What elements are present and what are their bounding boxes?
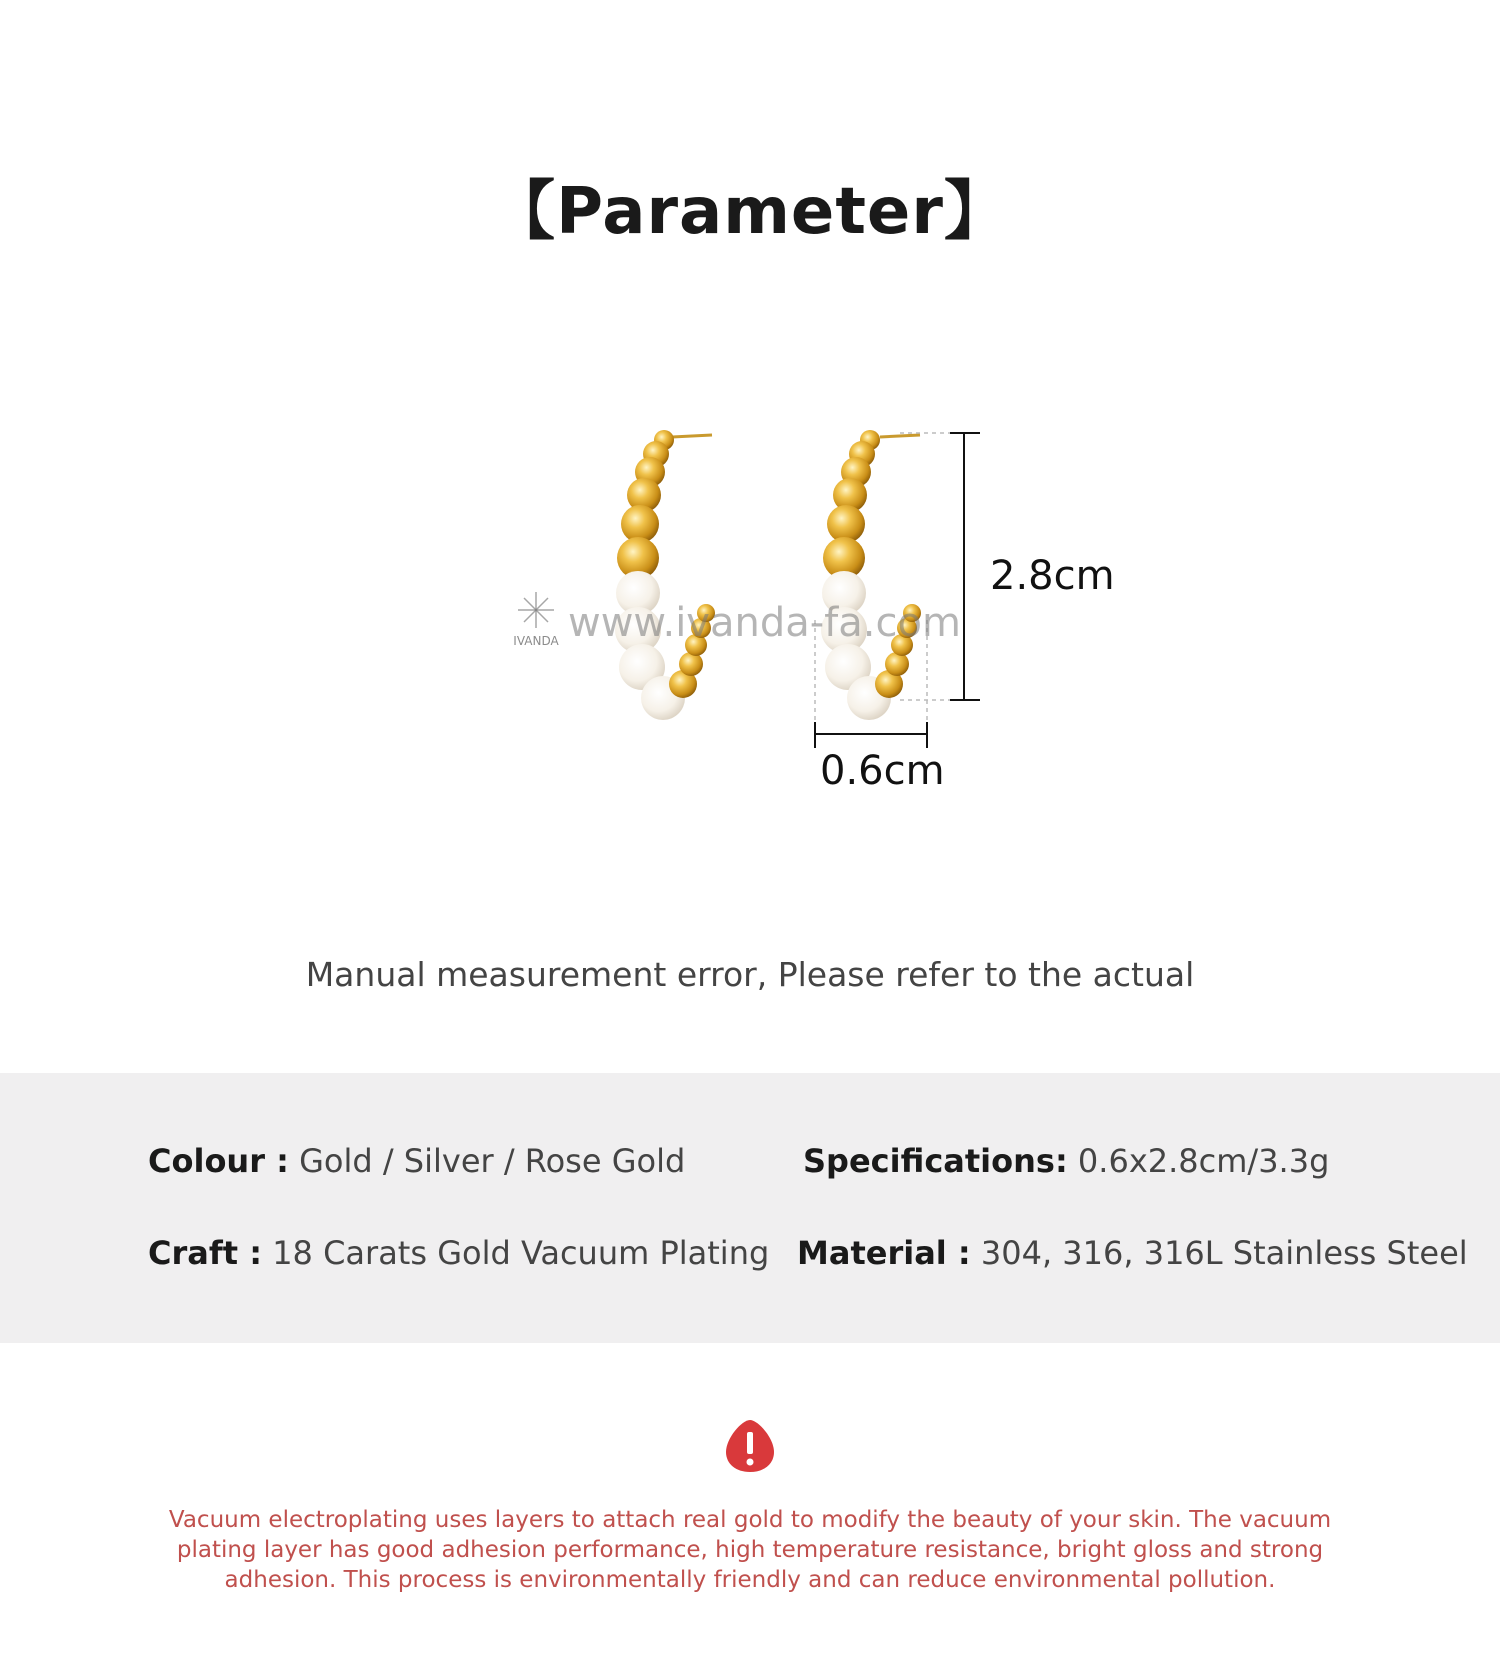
spec-material-value: 304, 316, 316L Stainless Steel [980,1234,1468,1272]
spec-panel [0,1073,1500,1343]
spec-craft-key: Craft : [148,1234,263,1272]
spec-specifications-value: 0.6x2.8cm/3.3g [1077,1142,1330,1180]
width-label: 0.6cm [820,748,945,794]
spec-specifications-key: Specifications: [803,1142,1068,1180]
spec-material [797,1234,1468,1272]
earring-illustration [0,0,1500,820]
measure-height [950,433,980,700]
page-title: 【Parameter】 [491,175,1009,249]
spec-colour-key: Colour : [148,1142,289,1180]
brand-logo-text: IVANDA [513,634,559,648]
spec-colour [148,1142,685,1180]
watermark-url: www.ivanda-fa.com [568,600,961,646]
earring-left [615,430,715,720]
height-label: 2.8cm [990,553,1115,599]
warning-text: Vacuum electroplating uses layers to attach real gold to modify the beauty of your skin. The vacuum plating layer has good adhesion performance, high temperature resistance, bright gloss and strong adhesion. This process is environmentally friendly and can reduce environmental pollution. [168,1507,1332,1593]
spec-material-key: Material : [797,1234,971,1272]
spec-craft [148,1234,769,1272]
earring-right [821,430,921,720]
measure-width [815,722,927,748]
warning-icon [724,1418,776,1474]
brand-logo [506,590,566,650]
spec-craft-value: 18 Carats Gold Vacuum Plating [272,1234,770,1272]
spec-colour-value: Gold / Silver / Rose Gold [299,1142,686,1180]
measurement-note: Manual measurement error, Please refer to the actual [305,955,1195,994]
spec-specifications [803,1142,1329,1180]
